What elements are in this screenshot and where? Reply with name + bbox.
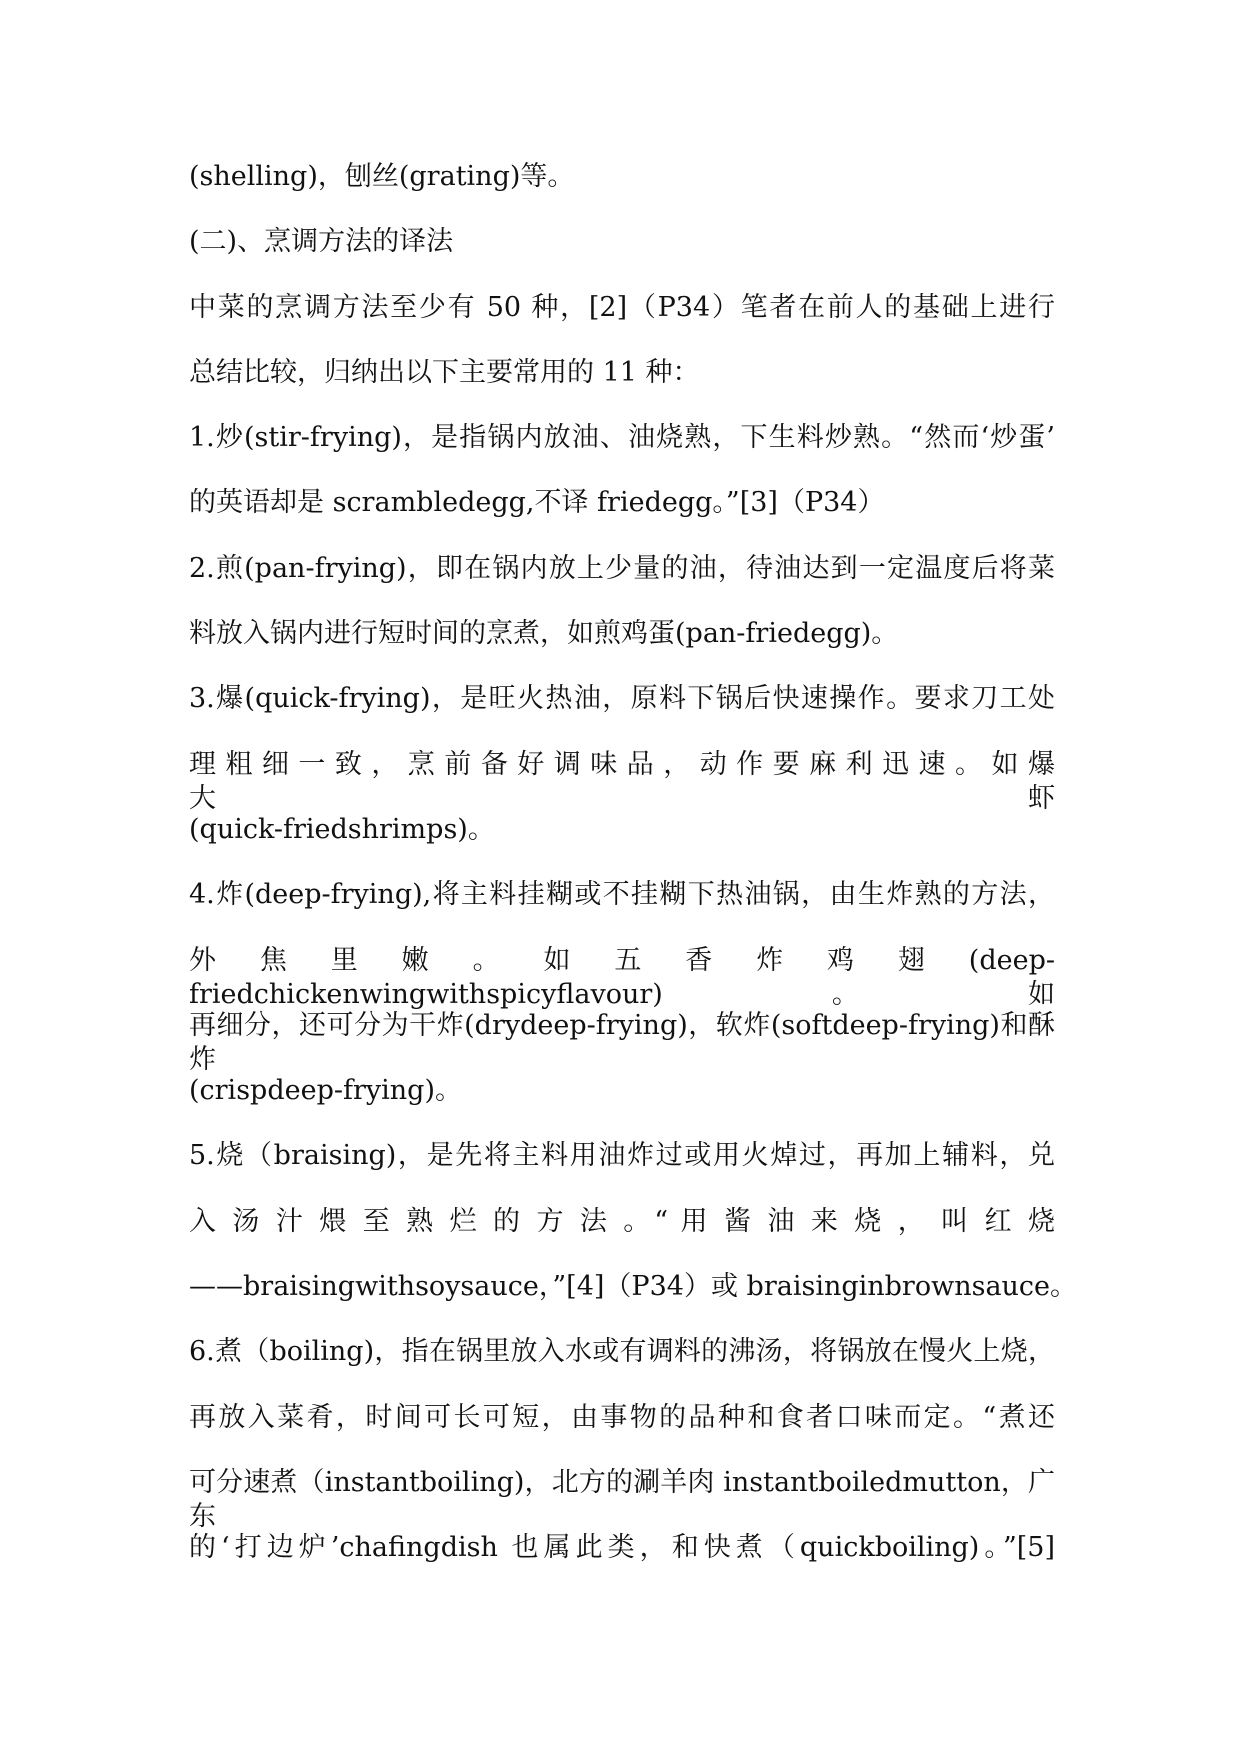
text-line: 4.炸(deep-frying),将主料挂糊或不挂糊下热油锅，由生炸熟的方法，	[189, 879, 1055, 911]
text-line: 可分速煮（instantboiling)，北方的涮羊肉 instantboiledmutton，广东	[189, 1466, 1055, 1532]
text-line: 理 粗 细 一 致 ， 烹 前 备 好 调 味 品 ， 动 作 要 麻 利 迅 速 。 如 爆 大 虾	[189, 748, 1055, 813]
text-line: (shelling)，刨丝(grating)等。	[189, 161, 575, 192]
text-line: 再细分，还可分为干炸(drydeep-frying)，软炸(softdeep-frying)和酥炸	[189, 1009, 1055, 1075]
text-line: (二)、烹调方法的译法	[189, 226, 454, 258]
text-line: 再放入菜肴，时间可长可短，由事物的品种和食者口味而定。“煮还	[189, 1401, 1055, 1433]
text-line: 1.炒(stir-frying)，是指锅内放油、油烧熟，下生料炒熟。“然而‘炒蛋’	[189, 422, 1055, 454]
text-line: 5.烧（braising)，是先将主料用油炸过或用火焯过，再加上辅料，兑	[189, 1140, 1055, 1172]
text-line: 料放入锅内进行短时间的烹煮，如煎鸡蛋(pan-friedegg)。	[189, 618, 899, 650]
text-line: ——braisingwithsoysauce，”[4]（P34）或 braisinginbrownsauce。	[189, 1271, 1078, 1303]
text-line: 外焦里嫩。如五香炸鸡翅(deep-friedchickenwingwithspicyflavour)。如	[189, 944, 1055, 1009]
text-line: (crispdeep-frying)。	[189, 1075, 462, 1107]
text-line: 的‘打边炉’chafingdish 也属此类，和快煮（quickboiling)。”[5]	[189, 1532, 1055, 1564]
text-line: 2.煎(pan-frying)，即在锅内放上少量的油，待油达到一定温度后将菜	[189, 552, 1055, 584]
text-line: 3.爆(quick-frying)，是旺火热油，原料下锅后快速操作。要求刀工处	[189, 683, 1055, 715]
text-line: 总结比较，归纳出以下主要常用的 11 种：	[189, 356, 700, 388]
text-line: 入 汤 汁 煨 至 熟 烂 的 方 法 。“ 用 酱 油 来 烧 ， 叫 红 烧	[189, 1205, 1055, 1237]
text-line: 6.煮（boiling)，指在锅里放入水或有调料的沸汤，将锅放在慢火上烧，	[189, 1336, 1055, 1368]
text-line: 中菜的烹调方法至少有 50 种，[2]（P34）笔者在前人的基础上进行	[189, 291, 1055, 323]
text-line: (quick-friedshrimps)。	[189, 813, 495, 845]
document-body	[189, 160, 1078, 1597]
text-line: 的英语却是 scrambledegg,不译 friedegg。”[3]（P34）	[189, 487, 885, 519]
